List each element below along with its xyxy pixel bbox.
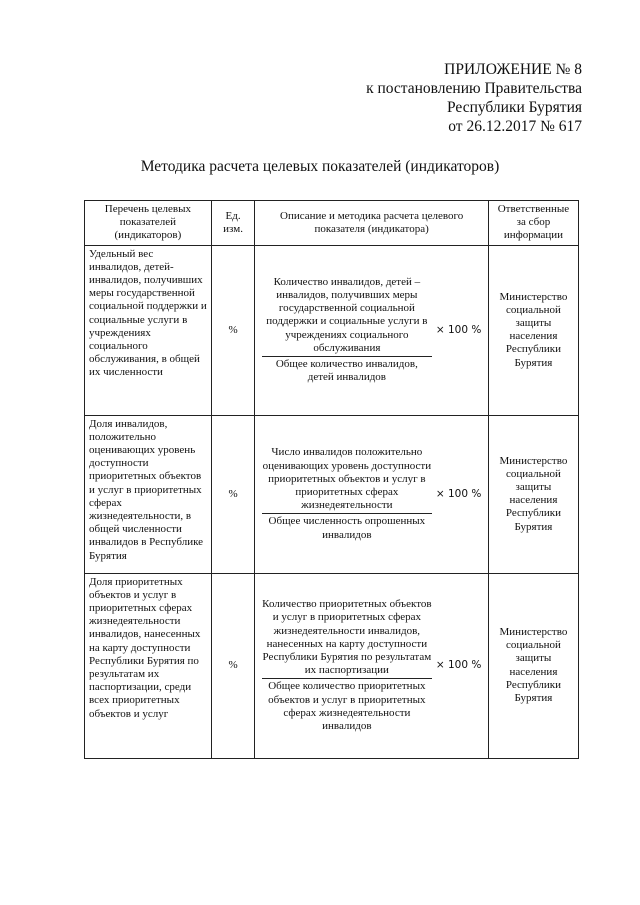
formula [259, 446, 484, 541]
formula-multiplier: × 100 % [435, 487, 482, 500]
fraction [262, 276, 432, 385]
column-header-unit: Ед. изм. [211, 201, 255, 246]
formula-numerator: Количество инвалидов, детей – инвалидов, получивших меры государственной социальной поддержки и социальные услуги в учреждениях социального обслуживания [262, 276, 432, 357]
formula-multiplier: × 100 % [435, 659, 482, 671]
column-header-indicators: Перечень целевых показателей (индикаторов) [85, 201, 212, 246]
formula-numerator: Число инвалидов положительно оценивающих уровень доступности приоритетных объектов и услуг в приоритетных сферах жизнедеятельности [262, 446, 432, 514]
appendix-number: ПРИЛОЖЕНИЕ № 8 [444, 61, 582, 78]
appendix-republic: Республики Бурятия [447, 99, 582, 116]
table-row [85, 245, 579, 415]
responsible-cell: Министерство социальной защиты населения Республики Бурятия [488, 245, 578, 415]
indicator-cell: Доля приоритетных объектов и услуг в приоритетных сферах жизнедеятельности инвалидов, нанесенных на карту доступности Республики Бурятия по результатам их паспортизации, среди всех приоритетных объектов и услуг [85, 573, 212, 758]
fraction [262, 446, 432, 541]
document-title: Методика расчета целевых показателей (индикаторов) [140, 158, 500, 175]
unit-cell: % [211, 415, 255, 573]
appendix-resolution: к постановлению Правительства [366, 80, 582, 97]
table-row [85, 573, 579, 758]
appendix-date: от 26.12.2017 № 617 [448, 118, 582, 135]
unit-cell: % [211, 573, 255, 758]
formula-denominator: Общее количество инвалидов, детей инвалидов [275, 358, 418, 384]
unit-cell: % [211, 245, 255, 415]
formula [259, 276, 484, 385]
formula-cell [255, 245, 489, 415]
responsible-cell: Министерство социальной защиты населения Республики Бурятия [488, 415, 578, 573]
indicator-cell: Удельный вес инвалидов, детей-инвалидов, получивших меры государственной социальной поддержки и социальные услуги в учреждениях социального обслуживания, в общей их численности [85, 245, 212, 415]
indicator-cell: Доля инвалидов, положительно оценивающих уровень доступности приоритетных объектов и услуг в приоритетных сферах жизнедеятельности, в общей численности инвалидов в Республике Бурятия [85, 415, 212, 573]
formula-denominator: Общее количество приоритетных объектов и услуг в приоритетных сферах жизнедеятельности инвалидов [268, 680, 426, 732]
formula-cell [255, 415, 489, 573]
responsible-cell: Министерство социальной защиты населения Республики Бурятия [488, 573, 578, 758]
table-row [85, 415, 579, 573]
formula-numerator: Количество приоритетных объектов и услуг в приоритетных сферах жизнедеятельности инвалидов, нанесенных на карту доступности Республики Бурятия по результатам их паспортизации [262, 598, 432, 679]
formula-denominator: Общее численность опрошенных инвалидов [268, 515, 426, 541]
formula-multiplier: × 100 % [435, 323, 482, 336]
formula-cell [255, 573, 489, 758]
formula [259, 598, 484, 733]
fraction [262, 598, 432, 733]
indicators-table [84, 200, 579, 759]
column-header-method: Описание и методика расчета целевого показателя (индикатора) [255, 201, 489, 246]
column-header-responsible: Ответственные за сбор информации [488, 201, 578, 246]
appendix-header [366, 60, 582, 136]
table-header-row [85, 201, 579, 246]
